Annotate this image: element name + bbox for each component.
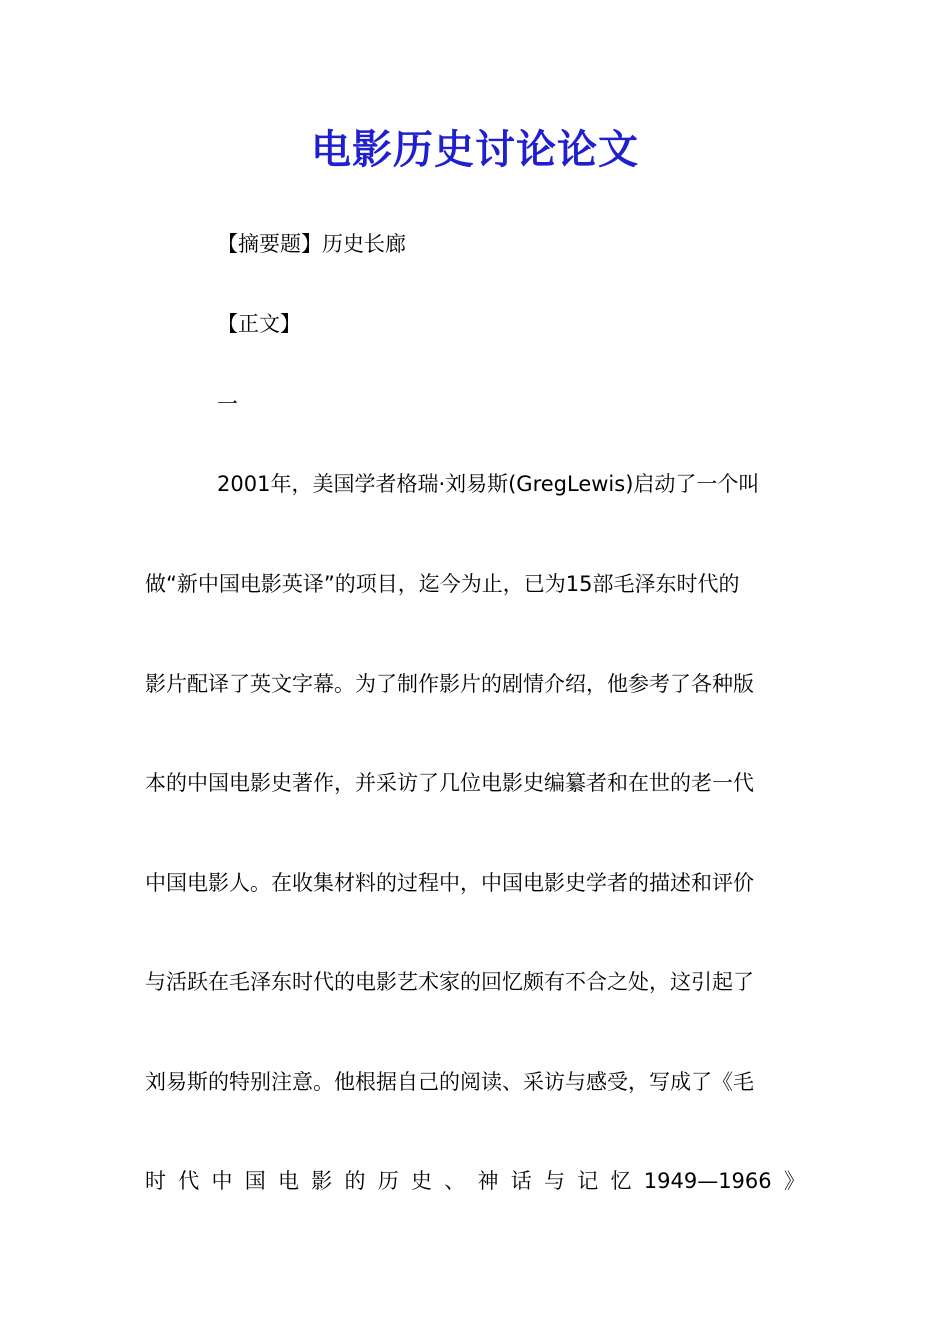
line-token: 话 — [510, 1169, 532, 1193]
line-token: 的 — [344, 1169, 366, 1193]
line-token: 》 — [783, 1169, 805, 1193]
section-number: 一 — [217, 392, 238, 416]
paragraph-line-4: 本的中国电影史著作，并采访了几位电影史编纂者和在世的老一代 — [145, 771, 754, 795]
line-token: 时 — [145, 1169, 166, 1193]
paragraph-line-6: 与活跃在毛泽东时代的电影艺术家的回忆颇有不合之处，这引起了 — [145, 970, 754, 994]
paragraph-line-5: 中国电影人。在收集材料的过程中，中国电影史学者的描述和评价 — [145, 871, 754, 895]
line-token: 1949—1966 — [643, 1169, 772, 1193]
paragraph-line-2: 做“新中国电影英译”的项目，迄今为止，已为15部毛泽东时代的 — [145, 572, 740, 596]
line-token: 影 — [311, 1169, 333, 1193]
paragraph-line-7: 刘易斯的特别注意。他根据自己的阅读、采访与感受，写成了《毛 — [145, 1070, 754, 1094]
line-token: 电 — [278, 1169, 299, 1193]
paragraph-line-8 — [145, 1165, 805, 1197]
line-token: 史 — [411, 1169, 432, 1193]
line-token: 、 — [444, 1169, 466, 1193]
abstract-line: 【摘要题】历史长廊 — [217, 232, 406, 256]
paragraph-line-3: 影片配译了英文字幕。为了制作影片的剧情介绍，他参考了各种版 — [145, 672, 754, 696]
line-token: 历 — [377, 1169, 399, 1193]
document-title: 电影历史讨论论文 — [311, 126, 639, 173]
line-token: 神 — [477, 1169, 499, 1193]
line-token: 记 — [577, 1169, 599, 1193]
line-token: 中 — [211, 1169, 233, 1193]
paragraph-line-1: 2001年，美国学者格瑞·刘易斯(GregLewis)启动了一个叫 — [217, 472, 760, 496]
line-token: 忆 — [610, 1169, 632, 1193]
line-token: 与 — [544, 1169, 565, 1193]
line-token: 国 — [244, 1169, 266, 1193]
body-heading: 【正文】 — [217, 312, 301, 336]
line-token: 代 — [178, 1169, 200, 1193]
